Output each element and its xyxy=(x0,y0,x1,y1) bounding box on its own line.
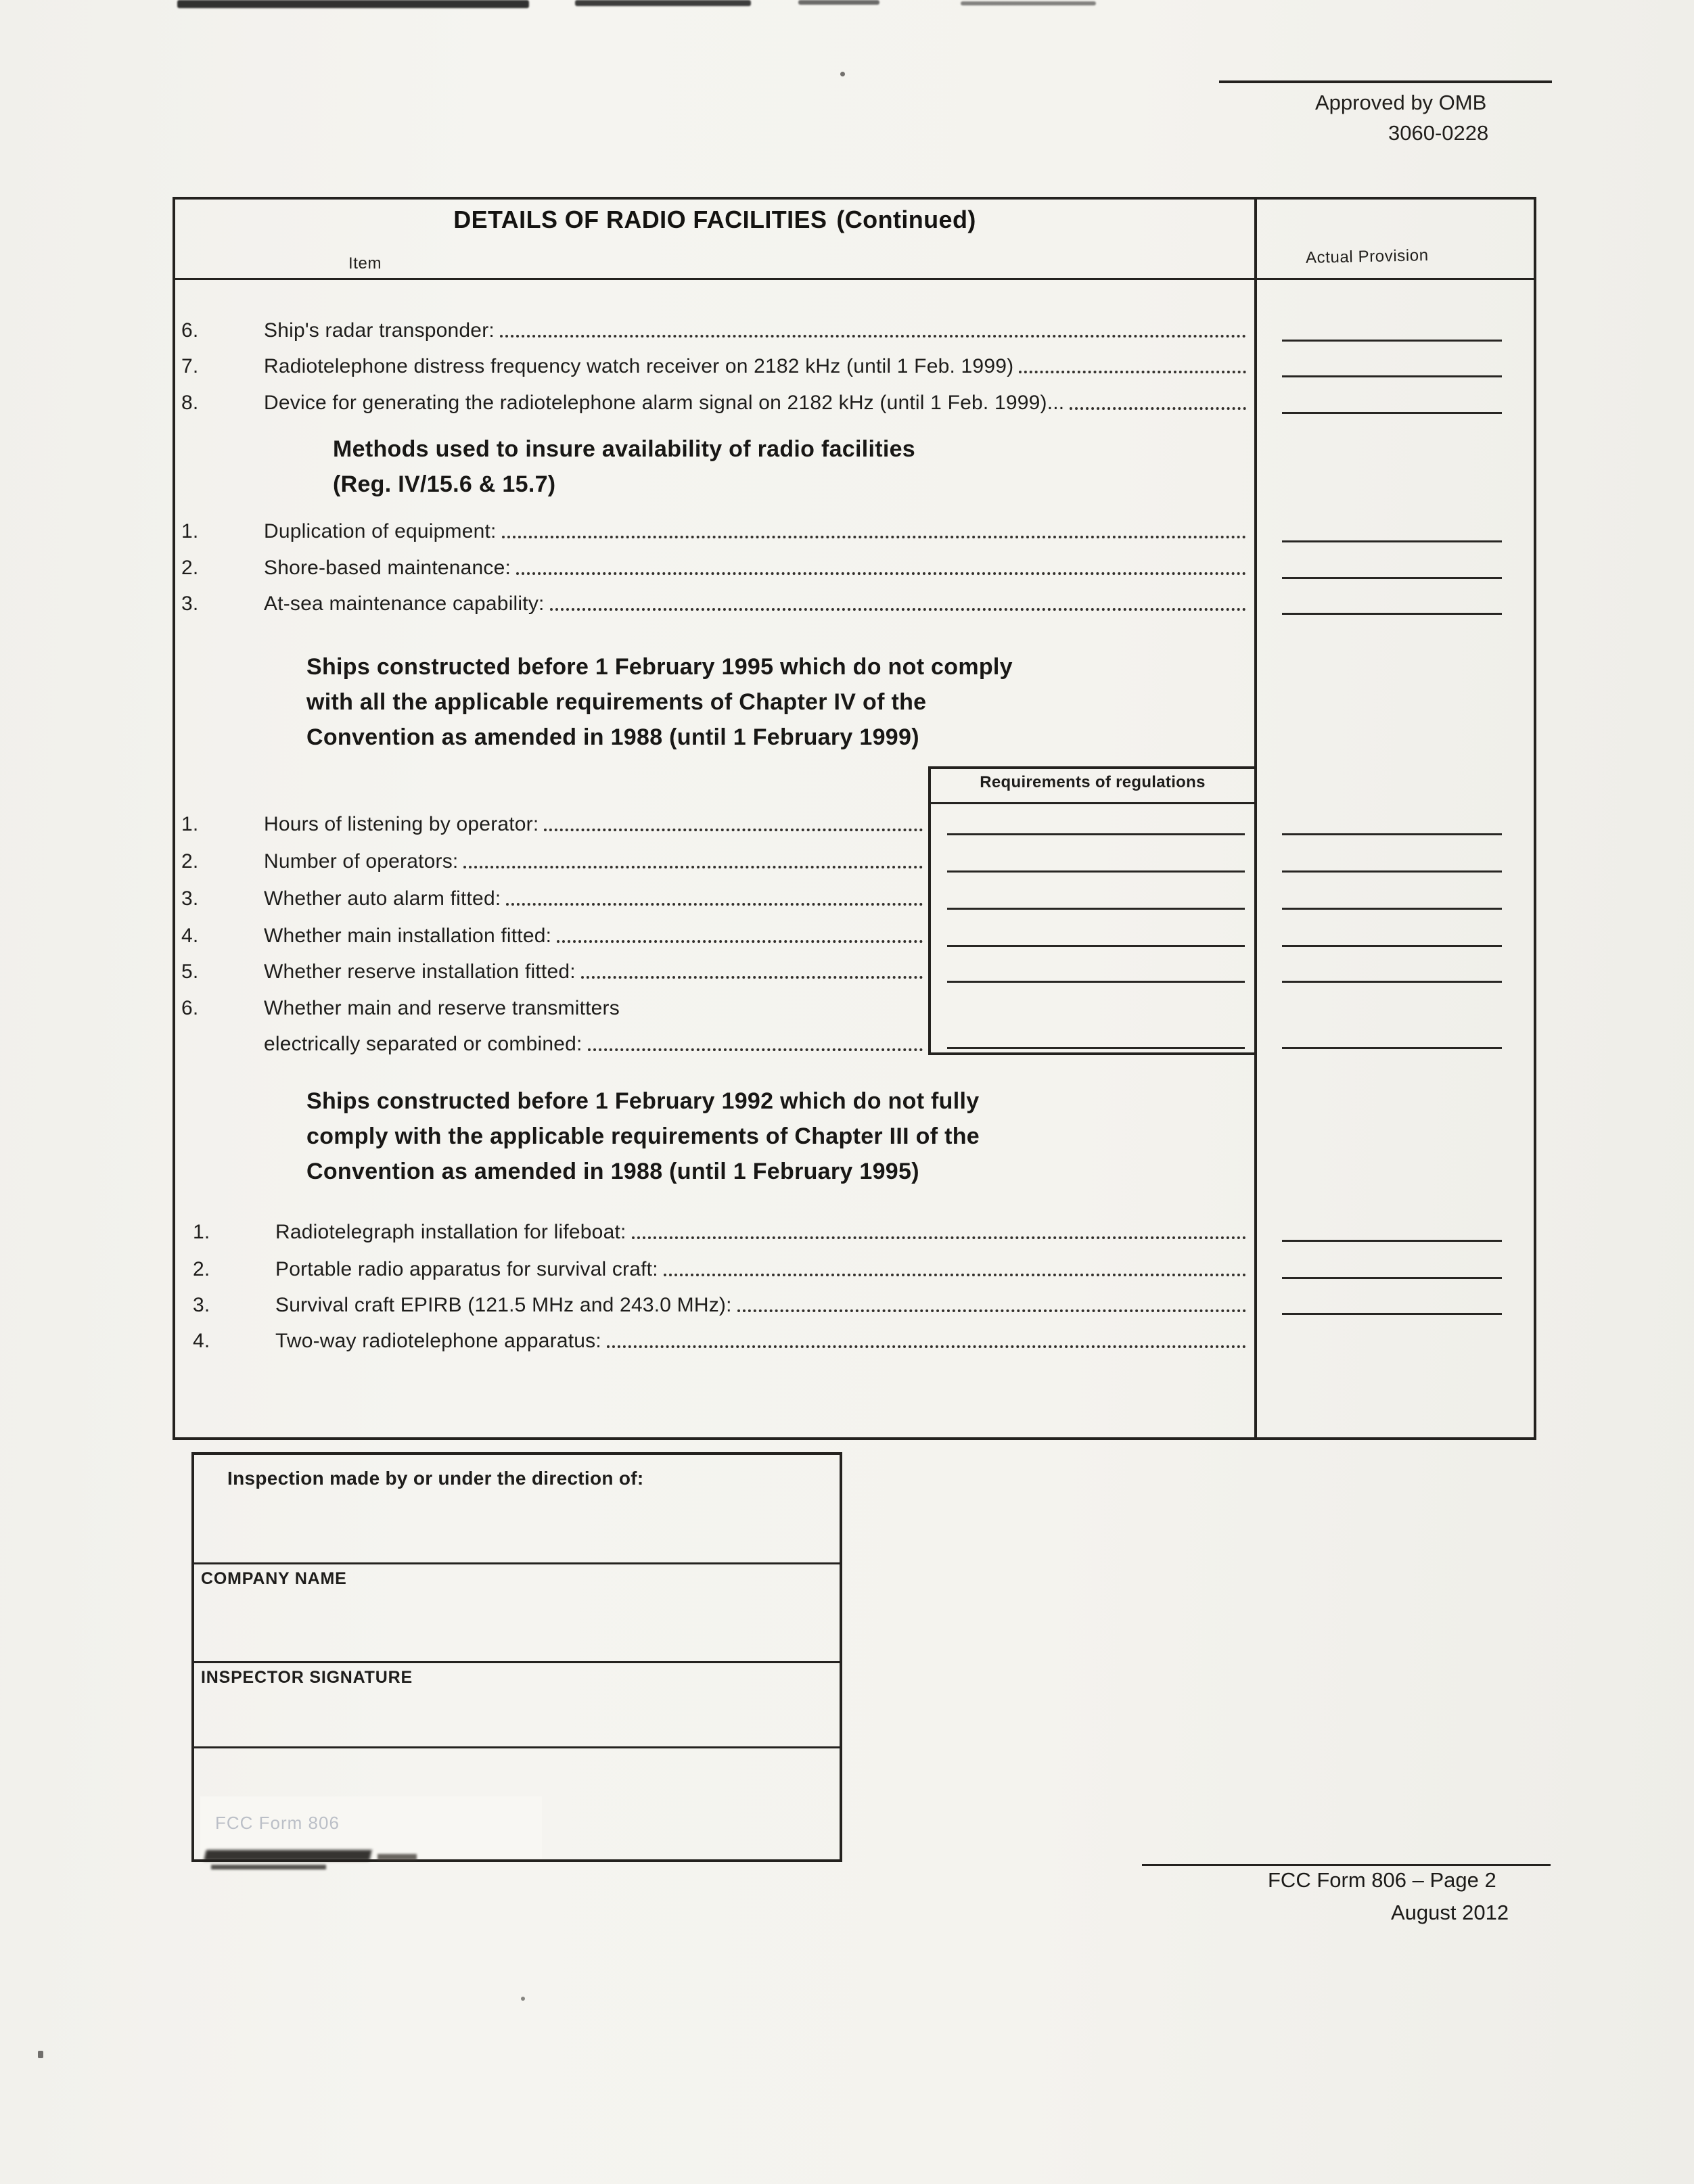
item-number: 6. xyxy=(181,997,199,1019)
answer-line xyxy=(1282,540,1502,542)
dotted-leader xyxy=(500,335,1246,338)
answer-line xyxy=(1282,340,1502,342)
answer-line xyxy=(1282,1277,1502,1279)
item-label: At-sea maintenance capability: xyxy=(264,593,545,615)
inspector-signature-label: INSPECTOR SIGNATURE xyxy=(201,1668,413,1687)
omb-approved-text: Approved by OMB xyxy=(1315,91,1487,114)
form-row xyxy=(193,1293,1252,1318)
scan-speck xyxy=(840,72,845,76)
requirements-answer-line xyxy=(947,981,1245,983)
item-number: 2. xyxy=(181,850,199,873)
item-label: Duplication of equipment: xyxy=(264,520,497,542)
table-header-rule xyxy=(173,278,1536,280)
item-label: Whether auto alarm fitted: xyxy=(264,887,501,910)
scan-noise-mark xyxy=(575,0,751,6)
item-number: 3. xyxy=(181,593,199,615)
item-number: 5. xyxy=(181,960,199,983)
scan-noise-mark xyxy=(177,0,529,8)
item-number: 4. xyxy=(181,925,199,947)
footer-revision-date: August 2012 xyxy=(1391,1901,1509,1924)
item-label: Whether main and reserve transmitters xyxy=(264,997,620,1019)
ships-1992-heading-line1: Ships constructed before 1 February 1992 which do not fully xyxy=(306,1088,980,1114)
footer-form-id: FCC Form 806 – Page 2 xyxy=(1268,1868,1496,1892)
dotted-leader xyxy=(557,940,923,943)
dotted-leader xyxy=(516,572,1246,575)
item-number: 3. xyxy=(193,1294,210,1316)
item-number: 2. xyxy=(193,1258,210,1280)
dotted-leader xyxy=(1019,371,1246,373)
item-label: Hours of listening by operator: xyxy=(264,813,539,835)
item-number: 3. xyxy=(181,887,199,910)
ships-1992-heading-line2: comply with the applicable requirements of Chapter III of the xyxy=(306,1123,980,1149)
item-label: Ship's radar transponder: xyxy=(264,319,495,342)
form-row xyxy=(181,959,928,985)
answer-line xyxy=(1282,945,1502,947)
dotted-leader xyxy=(664,1274,1246,1276)
item-label: Survival craft EPIRB (121.5 MHz and 243.0 MHz): xyxy=(275,1294,732,1316)
inspection-rule xyxy=(194,1562,840,1564)
scan-speck xyxy=(521,1997,525,2001)
requirements-box-border xyxy=(928,766,1257,1055)
item-label: Shore-based maintenance: xyxy=(264,557,511,579)
dotted-leader xyxy=(581,976,923,979)
dotted-leader xyxy=(463,866,923,868)
requirements-answer-line xyxy=(947,1047,1245,1049)
methods-heading-line1: Methods used to insure availability of radio facilities xyxy=(333,436,916,462)
ink-smudge xyxy=(211,1865,326,1869)
omb-rule xyxy=(1219,80,1552,83)
ships-1995-heading-line1: Ships constructed before 1 February 1995 which do not comply xyxy=(306,654,1013,680)
requirements-answer-line xyxy=(947,870,1245,873)
item-number: 6. xyxy=(181,319,199,342)
ink-smudge xyxy=(204,1850,371,1861)
form-row xyxy=(181,555,1252,581)
dotted-leader xyxy=(737,1309,1246,1312)
form-row xyxy=(181,849,928,875)
answer-line xyxy=(1282,833,1502,835)
item-number: 7. xyxy=(181,355,199,377)
form-title xyxy=(175,206,1254,234)
answer-line xyxy=(1282,870,1502,873)
requirements-box-title: Requirements of regulations xyxy=(980,773,1206,791)
form-row xyxy=(193,1257,1252,1282)
scan-noise-mark xyxy=(961,1,1096,5)
requirements-answer-line xyxy=(947,833,1245,835)
footer-rule xyxy=(1142,1864,1551,1866)
inspection-rule xyxy=(194,1746,840,1748)
form-row xyxy=(193,1328,1252,1354)
item-number: 4. xyxy=(193,1330,210,1352)
form-row xyxy=(181,812,928,837)
requirements-box-title-rule xyxy=(931,802,1254,804)
ink-smudge xyxy=(377,1854,417,1860)
answer-line xyxy=(1282,613,1502,615)
scan-speck xyxy=(38,2051,43,2058)
answer-line xyxy=(1282,412,1502,414)
item-number: 1. xyxy=(193,1221,210,1243)
item-number: 8. xyxy=(181,392,199,414)
item-label: Whether main installation fitted: xyxy=(264,925,552,947)
inspection-rule xyxy=(194,1661,840,1663)
dotted-leader xyxy=(506,903,923,906)
item-number: 1. xyxy=(181,813,199,835)
item-number: 1. xyxy=(181,520,199,542)
answer-line xyxy=(1282,908,1502,910)
answer-line xyxy=(1282,1047,1502,1049)
company-name-label: COMPANY NAME xyxy=(201,1569,347,1588)
dotted-leader xyxy=(502,536,1246,538)
item-label: Two-way radiotelephone apparatus: xyxy=(275,1330,601,1352)
answer-line xyxy=(1282,981,1502,983)
form-row xyxy=(193,1219,1252,1245)
item-label: Radiotelephone distress frequency watch receiver on 2182 kHz (until 1 Feb. 1999) xyxy=(264,355,1014,377)
item-label: Portable radio apparatus for survival craft: xyxy=(275,1258,658,1280)
item-label: Radiotelegraph installation for lifeboat: xyxy=(275,1221,626,1243)
item-column-header: Item xyxy=(348,254,382,273)
dotted-leader xyxy=(632,1236,1246,1239)
requirements-answer-line xyxy=(947,945,1245,947)
scan-noise-mark xyxy=(798,0,879,5)
form-title-suffix: (Continued) xyxy=(836,206,976,233)
dotted-leader xyxy=(544,829,923,831)
answer-line xyxy=(1282,1240,1502,1242)
methods-heading-line2: (Reg. IV/15.6 & 15.7) xyxy=(333,471,556,497)
requirements-answer-line xyxy=(947,908,1245,910)
form-row xyxy=(181,519,1252,544)
answer-line xyxy=(1282,1313,1502,1315)
dotted-leader xyxy=(1070,407,1246,410)
dotted-leader xyxy=(550,608,1246,611)
ships-1992-heading-line3: Convention as amended in 1988 (until 1 February 1995) xyxy=(306,1159,919,1184)
answer-line xyxy=(1282,375,1502,377)
item-label: Whether reserve installation fitted: xyxy=(264,960,576,983)
form-row-continuation xyxy=(264,1031,928,1057)
dotted-leader xyxy=(607,1345,1246,1348)
item-number: 2. xyxy=(181,557,199,579)
form-row xyxy=(181,318,1252,344)
ships-1995-heading-line2: with all the applicable requirements of Chapter IV of the xyxy=(306,689,927,715)
item-label: electrically separated or combined: xyxy=(264,1033,582,1055)
form-row xyxy=(181,886,928,912)
item-label: Device for generating the radiotelephone alarm signal on 2182 kHz (until 1 Feb. 1999)... xyxy=(264,392,1065,414)
form-row xyxy=(181,996,928,1021)
actual-provision-column-header: Actual Provision xyxy=(1305,246,1429,267)
form-row xyxy=(181,390,1252,416)
form-row xyxy=(181,591,1252,617)
inspection-title: Inspection made by or under the direction of: xyxy=(227,1468,644,1489)
item-label: Number of operators: xyxy=(264,850,459,873)
form-row xyxy=(181,354,1252,379)
ships-1995-heading-line3: Convention as amended in 1988 (until 1 February 1999) xyxy=(306,724,919,750)
omb-number: 3060-0228 xyxy=(1388,121,1489,145)
dotted-leader xyxy=(588,1048,923,1051)
answer-line xyxy=(1282,577,1502,579)
form-row xyxy=(181,923,928,949)
form-title-main: DETAILS OF RADIO FACILITIES xyxy=(453,206,827,233)
ghost-form-id-text: FCC Form 806 xyxy=(215,1813,340,1833)
